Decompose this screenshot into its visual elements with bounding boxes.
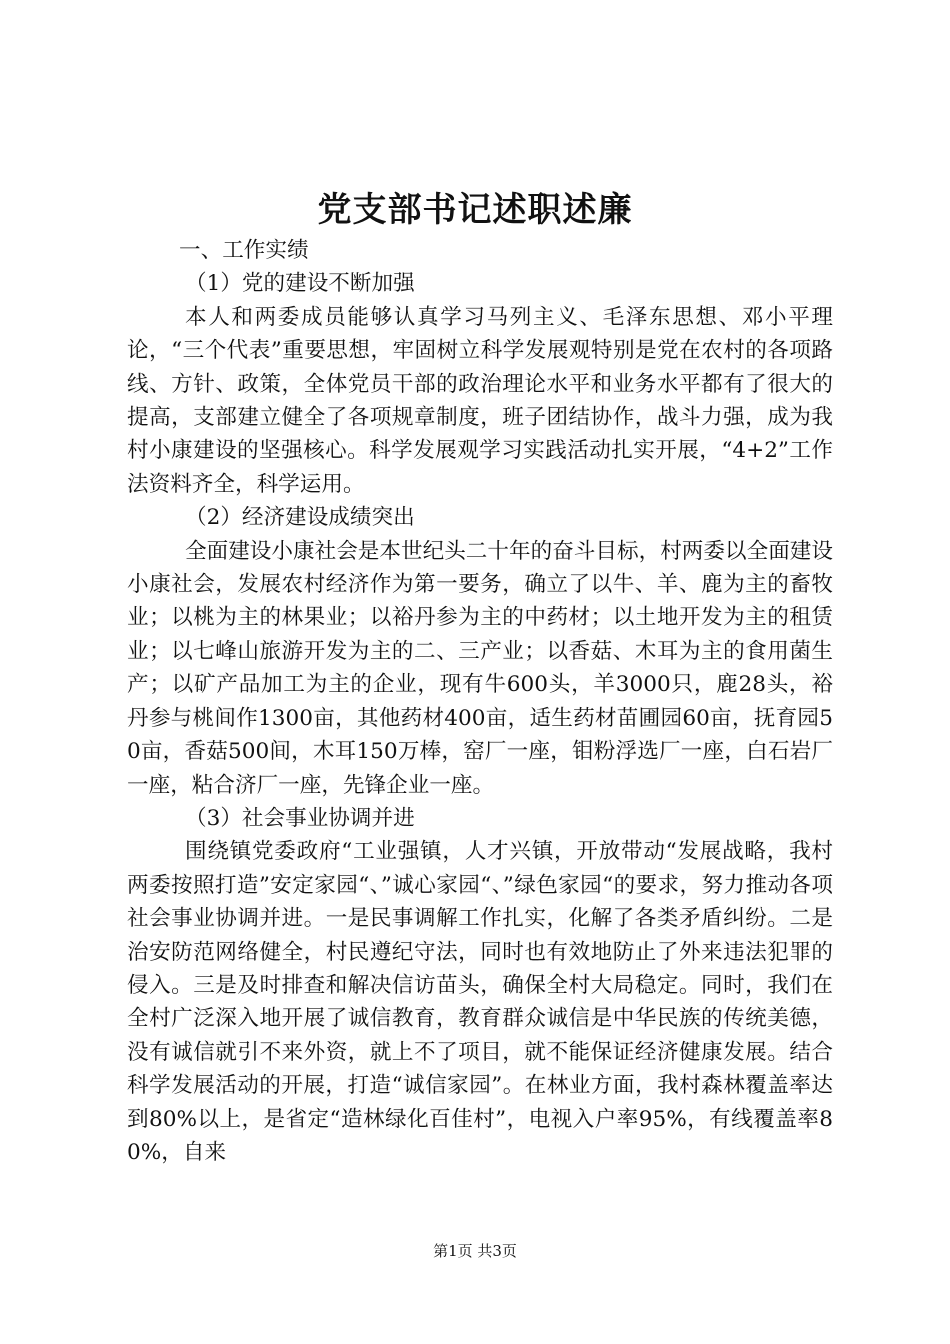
paragraph-social-affairs: 围绕镇党委政府“工业强镇，人才兴镇，开放带动“发展战略，我村两委按照打造”安定家园“、”诚心家园“、”绿色家园“的要求，努力推动各项社会事业协调并进。一是民事调解工作扎实，化解了各类矛盾纠纷。二是治安防范网络健全，村民遵纪守法，同时也有效地防止了外来违法犯罪的侵入。三是及时排查和解决信访苗头，确保全村大局稳定。同时，我们在全村广泛深入地开展了诚信教育，教育群众诚信是中华民族的传统美德，没有诚信就引不来外资，就上不了项目，就不能保证经济健康发展。结合科学发展活动的开展，打造“诚信家园”。在林业方面，我村森林覆盖率达到80%以上，是省定“造林绿化百佳村”，电视入户率95%，有线覆盖率80%，自来 (127, 839, 833, 1165)
subsection-heading-3: （3）社会事业协调并进 (185, 805, 415, 831)
page-footer: 第1页 共3页 (433, 1242, 517, 1260)
document-body (127, 234, 833, 1169)
paragraph-party-building: 本人和两委成员能够认真学习马列主义、毛泽东思想、邓小平理论，“三个代表”重要思想，牢固树立科学发展观特别是党在农村的各项路线、方针、政策，全体党员干部的政治理论水平和业务水平都有了很大的提高，支部建立健全了各项规章制度，班子团结协作，战斗力强，成为我村小康建设的坚强核心。科学发展观学习实践活动扎实开展，“4+2”工作法资料齐全，科学运用。 (127, 304, 833, 497)
subsection-heading-1: （1）党的建设不断加强 (185, 271, 415, 297)
document-title: 党支部书记述职述廉 (317, 190, 633, 230)
subsection-heading-2: （2）经济建设成绩突出 (185, 505, 415, 531)
paragraph-economic-construction: 全面建设小康社会是本世纪头二十年的奋斗目标，村两委以全面建设小康社会，发展农村经济作为第一要务，确立了以牛、羊、鹿为主的畜牧业；以桃为主的林果业；以裕丹参为主的中药材；以土地开发为主的租赁业；以七峰山旅游开发为主的二、三产业；以香菇、木耳为主的食用菌生产；以矿产品加工为主的企业，现有牛600头，羊3000只，鹿28头，裕丹参与桃间作1300亩，其他药材400亩，适生药材苗圃园60亩，抚育园50亩，香菇500间，木耳150万棒，窑厂一座，钼粉浮选厂一座，白石岩厂一座，粘合济厂一座，先锋企业一座。 (127, 538, 833, 798)
section-heading: 一、工作实绩 (179, 238, 309, 263)
